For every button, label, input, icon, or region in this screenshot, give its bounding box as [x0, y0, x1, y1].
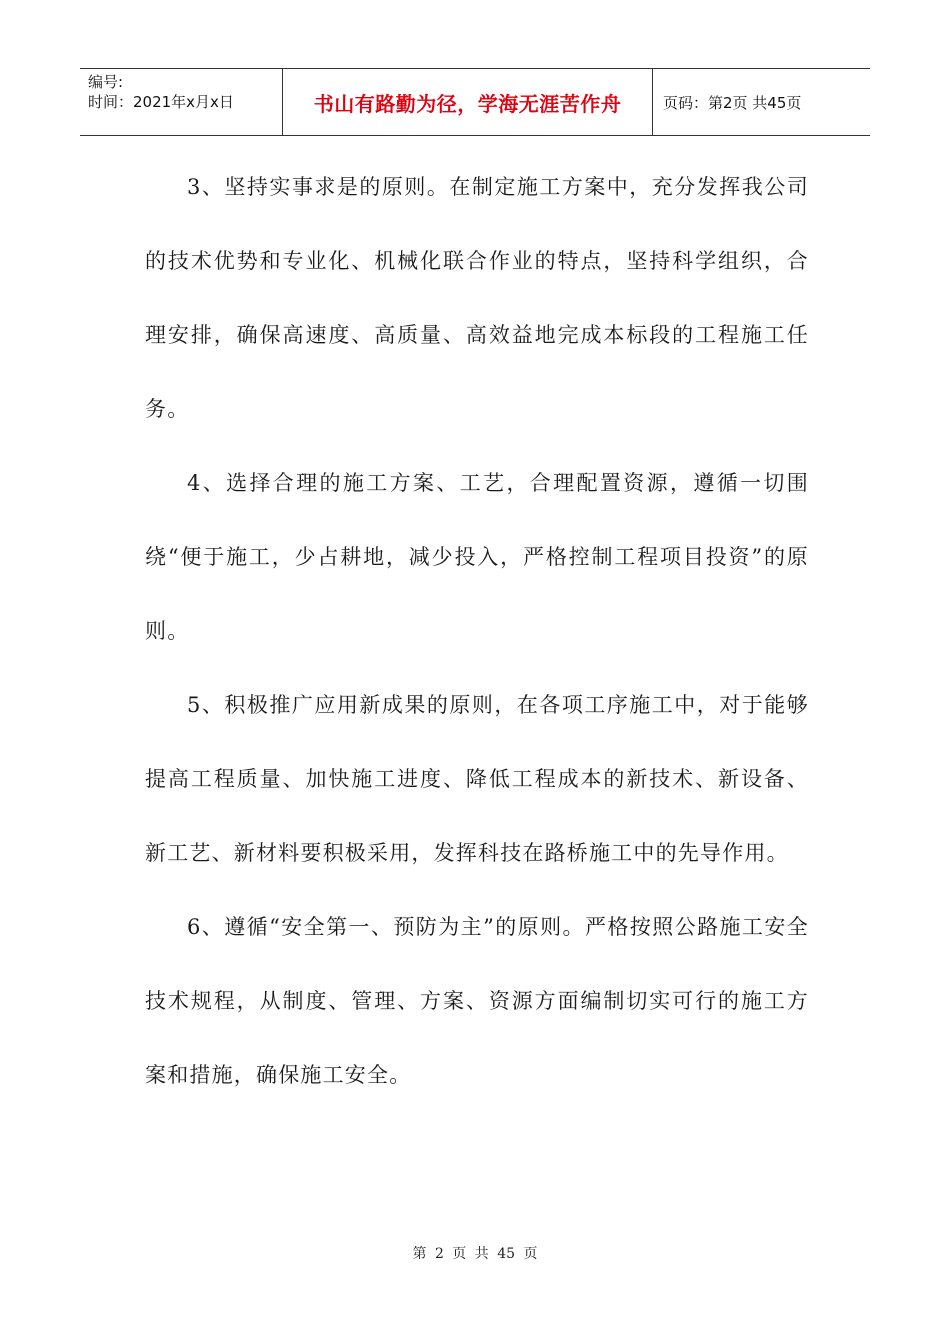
page-header: [80, 68, 870, 136]
header-meta: [80, 69, 283, 135]
document-time-label: 时间：2021年x月x日: [88, 93, 234, 111]
header-page-info: 页码：第2页 共45页: [663, 93, 802, 112]
page-footer: 第 2 页 共 45 页: [412, 1246, 538, 1262]
paragraph-principle-6: 6、遵循“安全第一、预防为主”的原则。严格按照公路施工安全技术规程，从制度、管理、方案、资源方面编制切实可行的施工方案和措施，确保施工安全。: [145, 915, 809, 1087]
document-number-label: 编号:: [88, 73, 124, 91]
paragraph-principle-4: 4、选择合理的施工方案、工艺，合理配置资源，遵循一切围绕“便于施工，少占耕地，减少投入，严格控制工程项目投资”的原则。: [145, 471, 809, 643]
document-body: [145, 150, 809, 1112]
header-motto: 书山有路勤为径，学海无涯苦作舟: [283, 69, 653, 135]
paragraph-principle-5: 5、积极推广应用新成果的原则，在各项工序施工中，对于能够提高工程质量、加快施工进度、降低工程成本的新技术、新设备、新工艺、新材料要积极采用，发挥科技在路桥施工中的先导作用。: [145, 693, 809, 865]
paragraph-principle-3: 3、坚持实事求是的原则。在制定施工方案中，充分发挥我公司的技术优势和专业化、机械化联合作业的特点，坚持科学组织，合理安排，确保高速度、高质量、高效益地完成本标段的工程施工任务。: [145, 175, 809, 421]
